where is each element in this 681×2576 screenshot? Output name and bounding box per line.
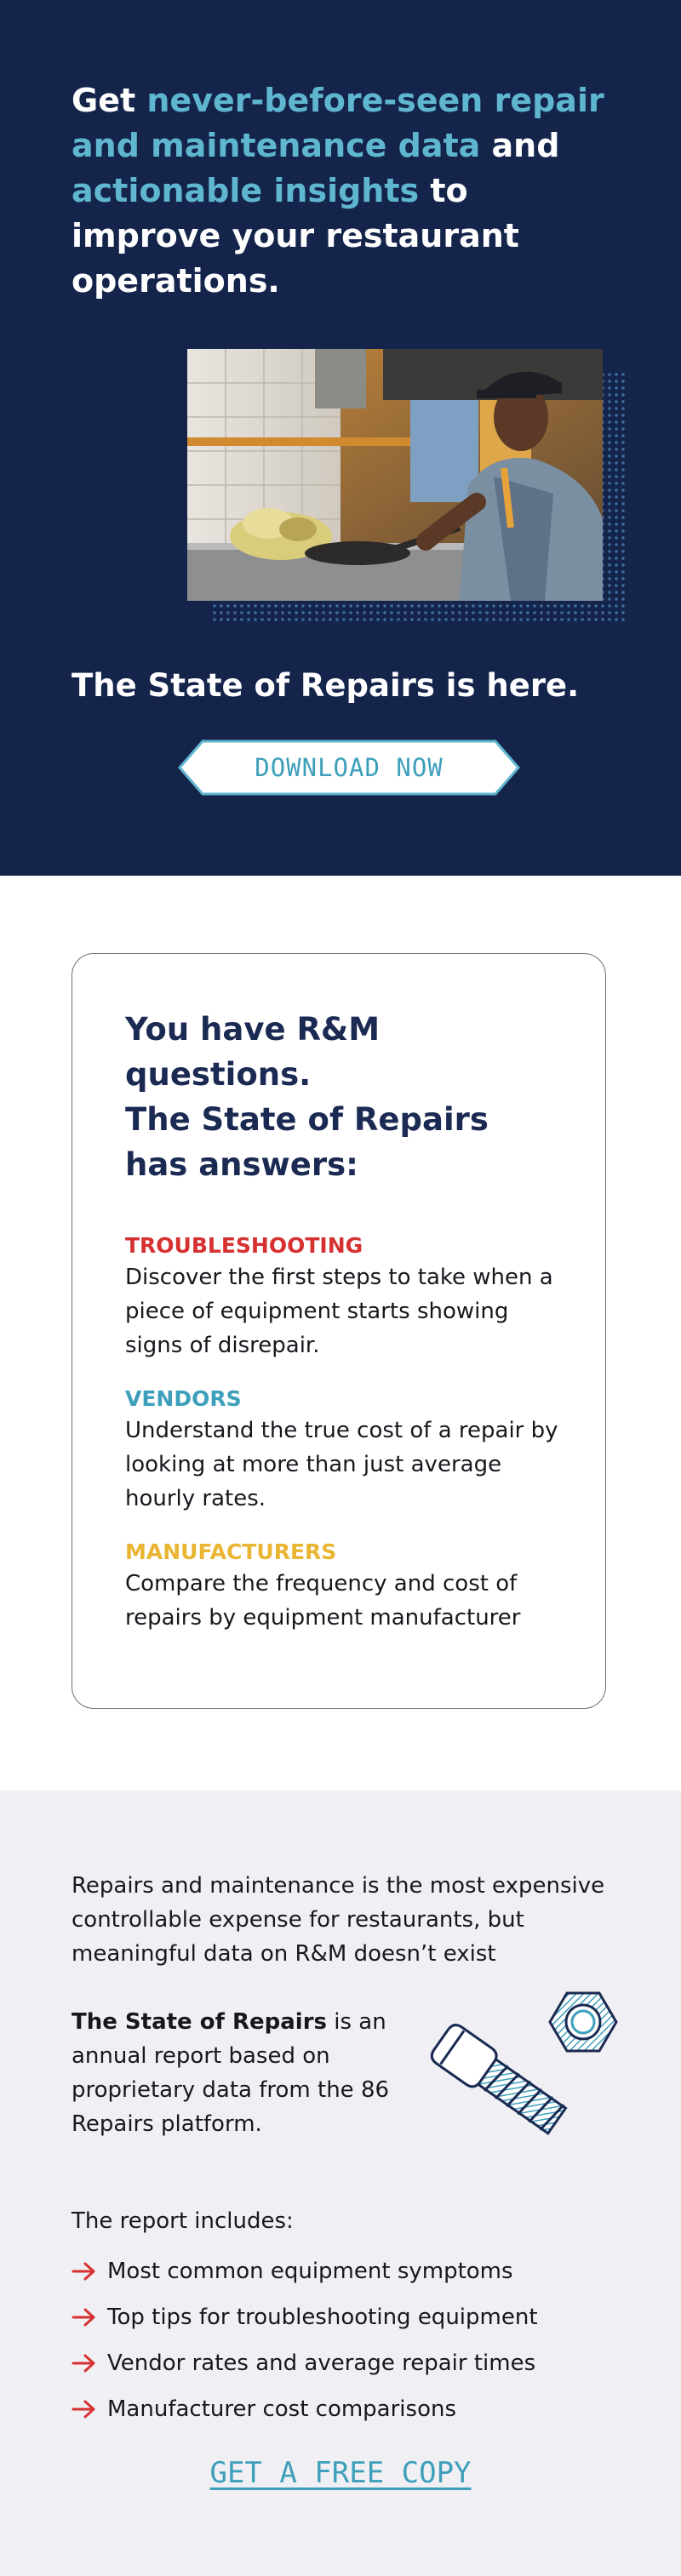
list-item bbox=[72, 2340, 538, 2386]
hero-photo-chef-cooking bbox=[187, 349, 603, 601]
hero-subhead: The State of Repairs is here. bbox=[72, 667, 580, 704]
report-name: The State of Repairs bbox=[72, 2009, 327, 2035]
about-text: is an annual report based on proprietary data from the 86 Repairs platform. bbox=[72, 2009, 390, 2137]
headline-accent: never-before-seen repair and maintenance data bbox=[72, 82, 604, 164]
list-item-text: Most common equipment symptoms bbox=[107, 2259, 513, 2284]
report-info-section bbox=[0, 1791, 681, 2576]
includes-list bbox=[72, 2248, 538, 2432]
card-heading-line: has answers: bbox=[125, 1146, 358, 1183]
card-heading-line: questions. bbox=[125, 1056, 312, 1093]
troubleshooting-title: TROUBLESHOOTING bbox=[125, 1233, 363, 1258]
list-item-text: Vendor rates and average repair times bbox=[107, 2350, 536, 2376]
list-item-text: Top tips for troubleshooting equipment bbox=[107, 2305, 538, 2330]
vendors-body: Understand the true cost of a repair by looking at more than just average hourly rates. bbox=[125, 1418, 558, 1511]
headline-accent: actionable insights bbox=[72, 172, 420, 209]
troubleshooting-body: Discover the first steps to take when a piece of equipment starts showing signs of disrepair. bbox=[125, 1265, 553, 1358]
manufacturers-item bbox=[125, 1538, 568, 1635]
headline-text: and bbox=[480, 127, 560, 164]
headline-text: Get bbox=[72, 82, 147, 119]
arrow-right-icon bbox=[72, 2353, 97, 2373]
headline-text: to improve your restaurant operations. bbox=[72, 172, 519, 300]
arrow-right-icon bbox=[72, 2307, 97, 2328]
list-item bbox=[72, 2386, 538, 2432]
list-item bbox=[72, 2248, 538, 2294]
manufacturers-title: MANUFACTURERS bbox=[125, 1539, 337, 1564]
hero-headline bbox=[72, 78, 616, 304]
bolt-and-nut-icon bbox=[422, 1988, 627, 2158]
questions-card bbox=[72, 953, 606, 1709]
download-now-label: DOWNLOAD NOW bbox=[255, 753, 444, 782]
includes-title: The report includes: bbox=[72, 2208, 294, 2234]
list-item bbox=[72, 2294, 538, 2340]
download-now-button[interactable] bbox=[177, 739, 521, 797]
list-item-text: Manufacturer cost comparisons bbox=[107, 2396, 457, 2422]
arrow-right-icon bbox=[72, 2261, 97, 2282]
card-heading-line: You have R&M bbox=[125, 1011, 381, 1048]
arrow-right-icon bbox=[72, 2399, 97, 2419]
manufacturers-body: Compare the frequency and cost of repairs by equipment manufacturer bbox=[125, 1571, 521, 1631]
hero-section bbox=[0, 0, 681, 876]
vendors-title: VENDORS bbox=[125, 1386, 242, 1411]
card-heading-line: The State of Repairs bbox=[125, 1101, 489, 1138]
vendors-item bbox=[125, 1385, 568, 1516]
troubleshooting-item bbox=[125, 1231, 568, 1362]
about-paragraph bbox=[72, 2005, 395, 2141]
card-heading bbox=[125, 1007, 534, 1187]
intro-paragraph: Repairs and maintenance is the most expensive controllable expense for restaurants, but meaningful data on R&M doesn’t exist bbox=[72, 1873, 605, 1967]
get-free-copy-link[interactable]: GET A FREE COPY bbox=[209, 2456, 472, 2490]
